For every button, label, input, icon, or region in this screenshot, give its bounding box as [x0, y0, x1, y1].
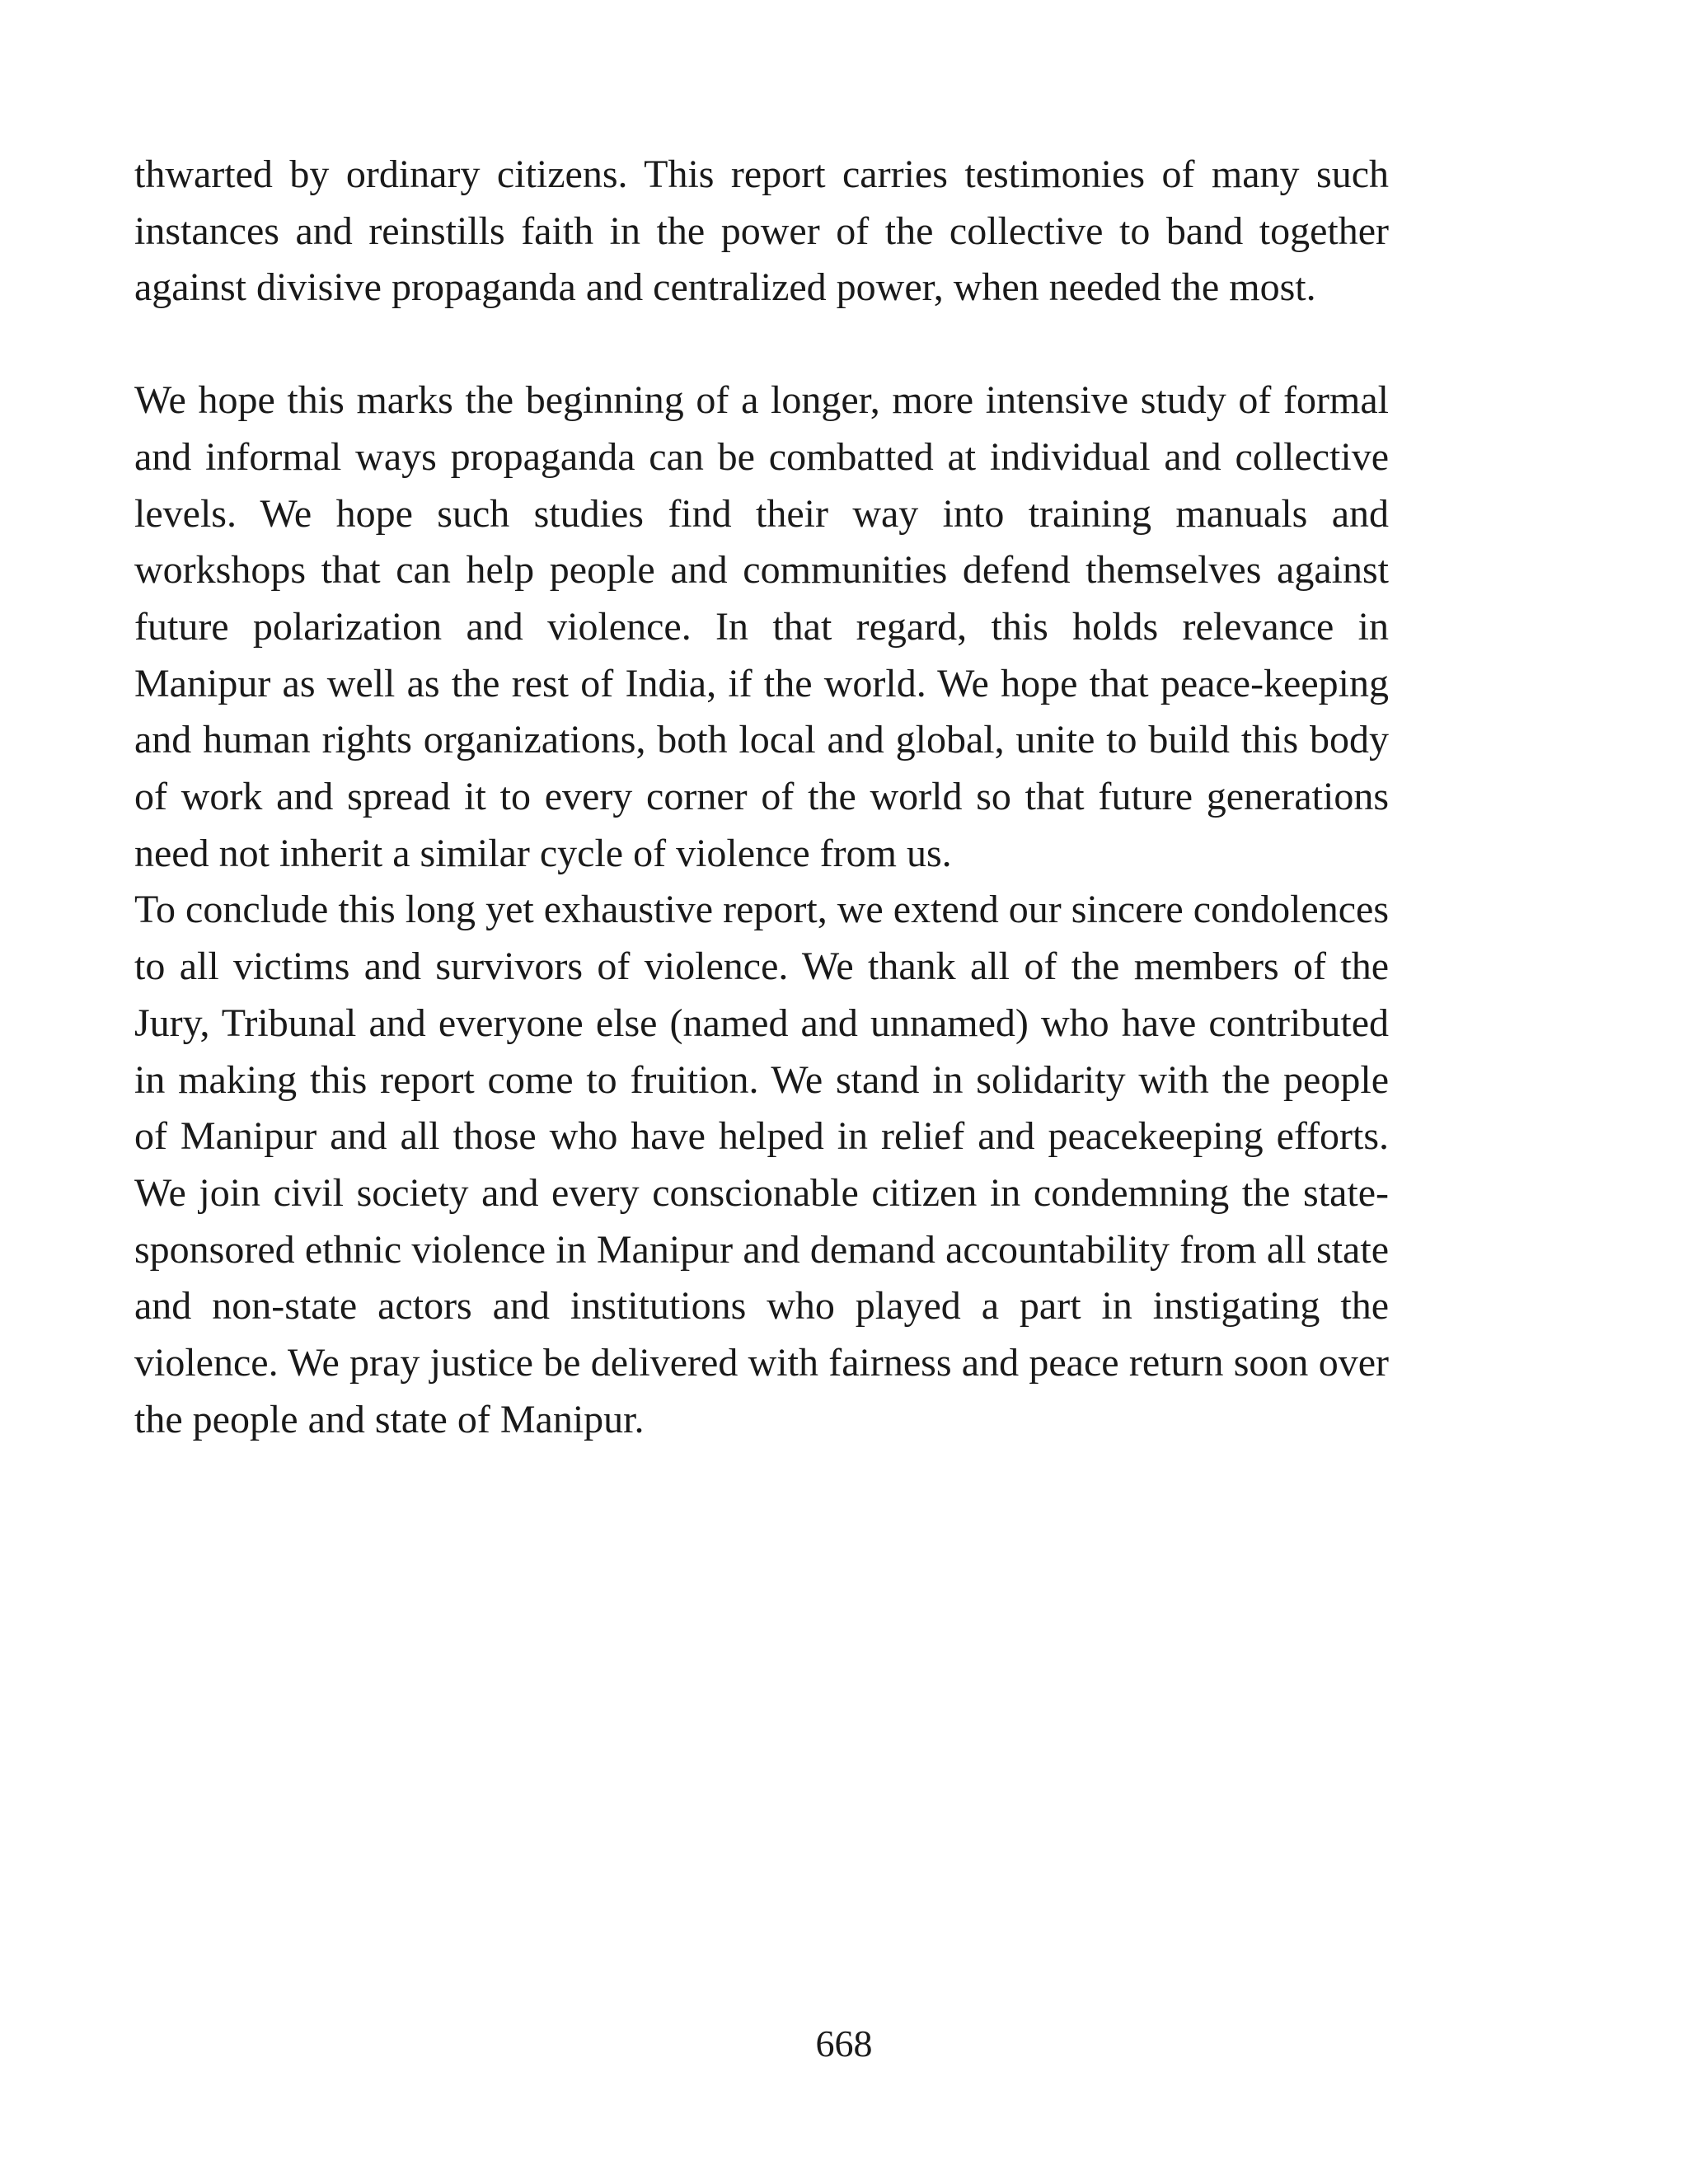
paragraph-3: To conclude this long yet exhaustive report, we extend our sincere condolences to all victims and survivors of violence. We thank all of the members of the Jury, Tribunal and everyone else (named and unnamed) who have contributed in making this report come to fruition. We stand in solidarity with the people of Manipur and all those who have helped in relief and peacekeeping efforts. We join civil society and every conscionable citizen in condemning the state-sponsored ethnic violence in Manipur and demand accountability from all state and non-state actors and institutions who played a part in instigating the violence. We pray justice be delivered with fairness and peace return soon over the people and state of Manipur.	[134, 888, 1389, 1441]
paragraph-1: thwarted by ordinary citizens. This report carries testimonies of many such instances and reinstills faith in the power of the collective to band together against divisive propaganda and centralized power, when needed the most.	[134, 152, 1389, 310]
page-number: 668	[815, 2022, 873, 2064]
body-text	[134, 147, 1389, 1448]
paragraph-2: We hope this marks the beginning of a longer, more intensive study of formal and informal ways propaganda can be combatted at individual and collective levels. We hope such studies find their way into training manuals and workshops that can help people and communities defend themselves against future polarization and violence. In that regard, this holds relevance in Manipur as well as the rest of India, if the world. We hope that peace-keeping and human rights organizations, both local and global, unite to build this body of work and spread it to every corner of the world so that future generations need not inherit a similar cycle of violence from us.	[134, 378, 1389, 875]
